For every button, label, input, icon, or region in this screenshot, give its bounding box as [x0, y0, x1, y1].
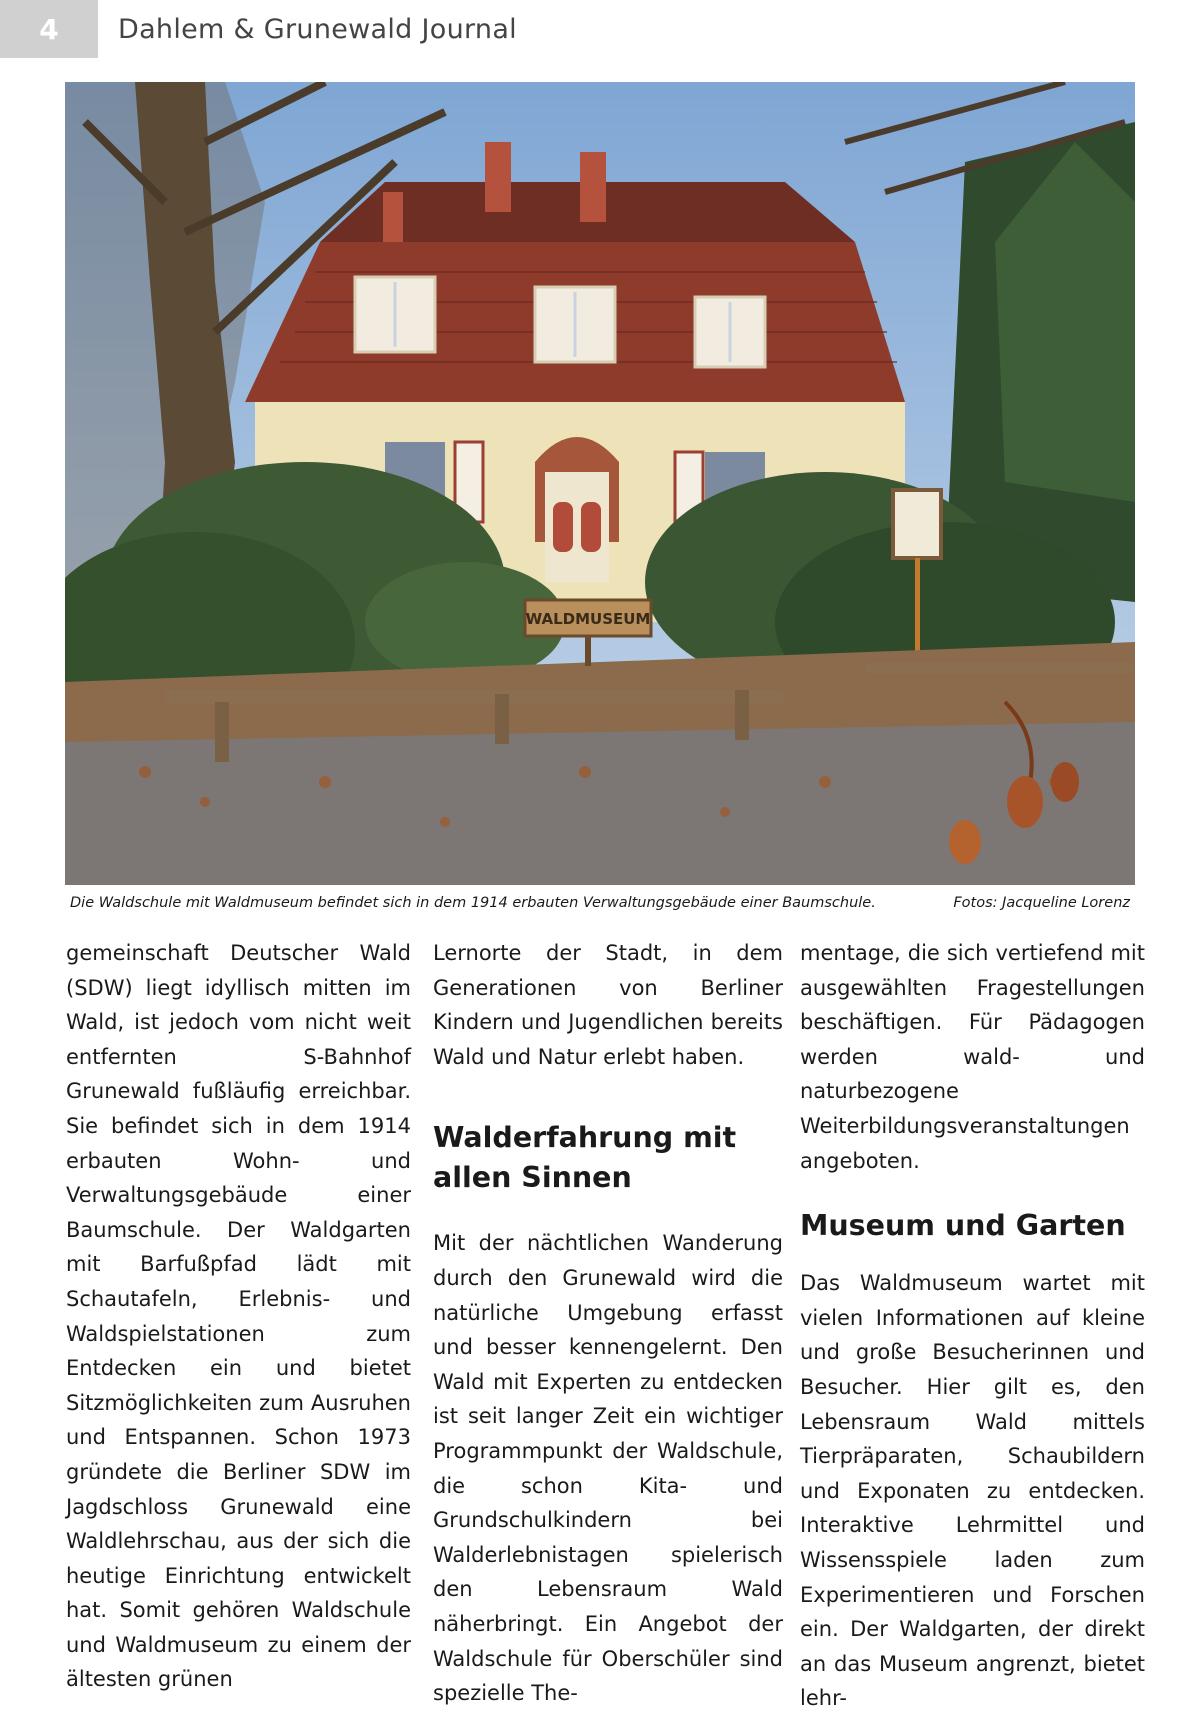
journal-title: Dahlem & Grunewald Journal	[118, 14, 517, 45]
article-column-2	[433, 936, 783, 1711]
page-number: 4	[0, 0, 98, 58]
photo-credit: Fotos: Jacqueline Lorenz	[953, 895, 1130, 911]
caption-text: Die Waldschule mit Waldmuseum befindet sich in dem 1914 erbauten Verwaltungsgebäude einer Baumschule.	[70, 895, 876, 911]
photo-caption	[70, 895, 1130, 917]
article-column-1	[66, 936, 411, 1697]
article-column-3	[800, 936, 1145, 1716]
paragraph: gemeinschaft Deutscher Wald (SDW) liegt idyllisch mitten im Wald, ist jedoch vom nicht weit entfernten S-Bahnhof Grunewald fußläufig erreichbar. Sie befindet sich in dem 1914 erbauten Wohn- und Verwaltungsgebäude einer Baumschule. Der Waldgarten mit Barfußpfad lädt mit Schautafeln, Erlebnis- und Waldspielstationen zum Entdecken ein und bietet Sitzmöglichkeiten zum Ausruhen und Entspannen. Schon 1973 gründete die Berliner SDW im Jagdschloss Grunewald eine Waldlehrschau, aus der sich die heutige Einrichtung entwickelt hat. Somit gehören Waldschule und Waldmuseum zu einem der ältesten grünen	[66, 941, 411, 1692]
paragraph: Lernorte der Stadt, in dem Generationen von Berliner Kindern und Jugendlichen bereits Wald und Natur erlebt haben.	[433, 941, 783, 1069]
section-heading: Walderfahrung mit allen Sinnen	[433, 1121, 737, 1195]
sign-text: WALDMUSEUM	[525, 610, 651, 628]
paragraph: mentage, die sich vertiefend mit ausgewählten Fragestellungen beschäftigen. Für Pädagogen werden wald- und naturbezogene Weiterbildungsveranstaltungen angeboten.	[800, 941, 1145, 1173]
section-heading: Museum und Garten	[800, 1209, 1126, 1243]
house-photo	[65, 82, 1135, 885]
paragraph: Mit der nächtlichen Wanderung durch den Grunewald wird die natürliche Umgebung erfasst und besser kennengelernt. Den Wald mit Experten zu entdecken ist seit langer Zeit ein wichtiger Programmpunkt der Waldschule, die schon Kita- und Grundschulkindern bei Walderlebnistagen spielerisch den Lebensraum Wald näherbringt. Ein Angebot der Waldschule für Oberschüler sind spezielle The-	[433, 1231, 783, 1706]
paragraph: Das Waldmuseum wartet mit vielen Informationen auf kleine und große Besucherinnen und Besucher. Hier gilt es, den Lebensraum Wald mittels Tierpräparaten, Schaubildern und Exponaten zu entdecken. Interaktive Lehrmittel und Wissensspiele laden zum Experimentieren und Forschen ein. Der Waldgarten, der direkt an das Museum angrenzt, bietet lehr-	[800, 1271, 1145, 1711]
